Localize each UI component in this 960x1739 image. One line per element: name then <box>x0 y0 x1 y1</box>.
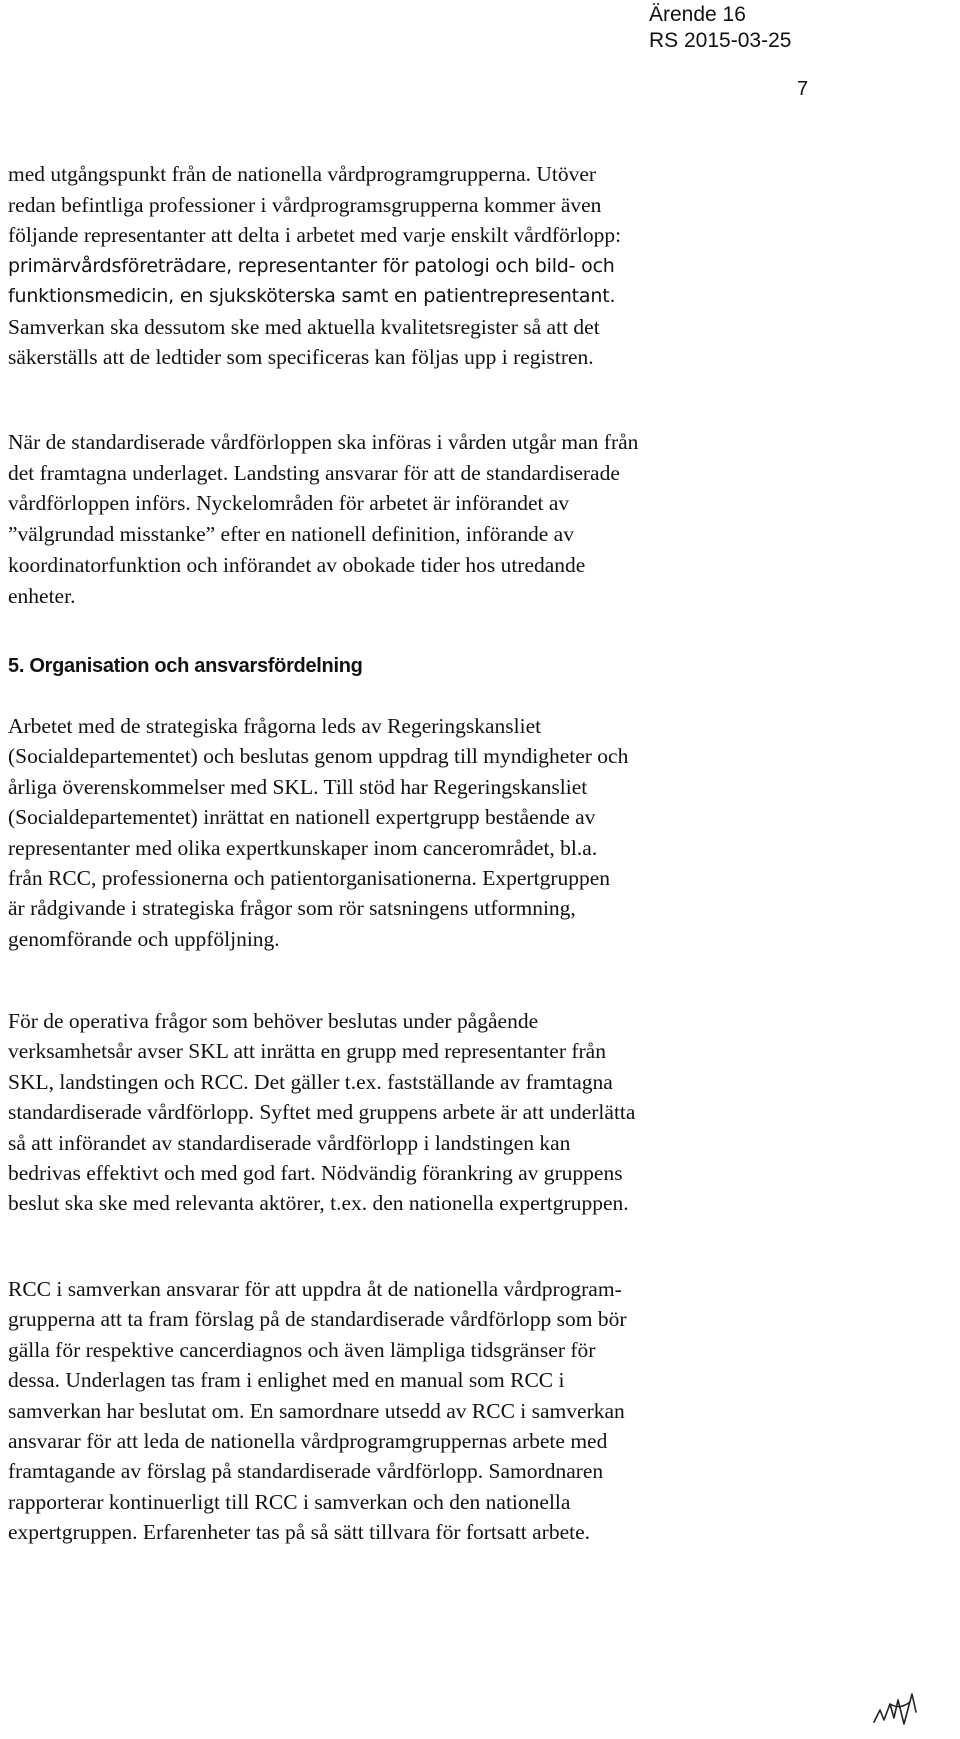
paragraph-operative <box>8 1006 768 1219</box>
text-line: När de standardiserade vårdförloppen ska införas i vården utgår man från <box>8 430 639 454</box>
text-line: (Socialdepartementet) och beslutas genom uppdrag till myndigheter och <box>8 744 629 769</box>
text-line: standardiserade vårdförlopp. Syftet med gruppens arbete är att underlätta <box>8 1100 636 1125</box>
text-line: vårdförloppen införs. Nyckelområden för arbetet är införandet av <box>8 491 570 516</box>
text-line: enheter. <box>8 583 76 608</box>
section-number: 5. <box>8 655 25 677</box>
section-heading <box>8 655 363 678</box>
text-line: dessa. Underlagen tas fram i enlighet med en manual som RCC i <box>8 1368 565 1393</box>
text-line: representanter med olika expertkunskaper inom cancerområdet, bl.a. <box>8 835 598 860</box>
text-line: RCC i samverkan ansvarar för att uppdra åt de nationella vårdprogram- <box>8 1277 622 1301</box>
text-line: gälla för respektive cancerdiagnos och även lämpliga tidsgränser för <box>8 1337 596 1362</box>
section-title: Organisation och ansvarsfördelning <box>29 655 363 677</box>
text-line: följande representanter att delta i arbetet med varje enskilt vårdförlopp: <box>8 223 622 247</box>
text-line: framtagande av förslag på standardiserade vårdförlopp. Samordnaren <box>8 1459 604 1484</box>
page-header <box>649 2 791 54</box>
text-line: så att införandet av standardiserade vårdförlopp i landstingen kan <box>8 1130 571 1155</box>
text-line: från RCC, professionerna och patientorganisationerna. Expertgruppen <box>8 866 611 891</box>
page-number: 7 <box>797 78 809 100</box>
text-line: är rådgivande i strategiska frågor som rör satsningens utformning, <box>8 896 576 921</box>
signature-initials-icon <box>870 1688 922 1730</box>
case-label: Ärende 16 <box>649 3 746 26</box>
text-line: (Socialdepartementet) inrättat en nationell expertgrupp bestående av <box>8 805 596 830</box>
text-line: ”välgrundad misstanke” efter en nationell definition, införande av <box>8 522 574 547</box>
text-line: rapporterar kontinuerligt till RCC i samverkan och den nationella <box>8 1489 571 1514</box>
text-line: bedrivas effektivt och med god fart. Nödvändig förankring av gruppens <box>8 1161 623 1186</box>
text-line: ansvarar för att leda de nationella vårdprogramgruppernas arbete med <box>8 1429 608 1454</box>
text-line: Arbetet med de strategiska frågorna leds av Regeringskansliet <box>8 714 542 738</box>
reference-date: RS 2015-03-25 <box>649 29 792 52</box>
text-line: redan befintliga professioner i vårdprogramsgrupperna kommer även <box>8 192 602 217</box>
paragraph-strategic <box>8 711 768 954</box>
text-line: årliga överenskommelser med SKL. Till stöd har Regeringskansliet <box>8 774 588 799</box>
implementation-paragraph <box>8 427 768 611</box>
text-line: Samverkan ska dessutom ske med aktuella kvalitetsregister så att det <box>8 314 600 339</box>
intro-paragraph <box>8 159 768 373</box>
text-line: primärvårdsföreträdare, representanter för patologi och bild- och <box>8 254 615 277</box>
text-line: SKL, landstingen och RCC. Det gäller t.ex. fastställande av framtagna <box>8 1069 613 1094</box>
text-line: det framtagna underlaget. Landsting ansvarar för att de standardiserade <box>8 460 620 485</box>
text-line: funktionsmedicin, en sjuksköterska samt en patientrepresentant. <box>8 285 616 307</box>
text-line: verksamhetsår avser SKL att inrätta en grupp med representanter från <box>8 1039 606 1064</box>
text-line: För de operativa frågor som behöver beslutas under pågående <box>8 1009 539 1033</box>
text-line: säkerställs att de ledtider som specificeras kan följas upp i registren. <box>8 345 594 369</box>
text-line: koordinatorfunktion och införandet av obokade tider hos utredande <box>8 552 586 577</box>
text-line: med utgångspunkt från de nationella vårdprogramgrupperna. Utöver <box>8 162 597 186</box>
text-line: genomförande och uppföljning. <box>8 926 280 951</box>
text-line: expertgruppen. Erfarenheter tas på så sätt tillvara för fortsatt arbete. <box>8 1520 591 1545</box>
text-line: beslut ska ske med relevanta aktörer, t.ex. den nationella expertgruppen. <box>8 1191 629 1216</box>
text-line: samverkan har beslutat om. En samordnare utsedd av RCC i samverkan <box>8 1398 625 1423</box>
paragraph-rcc <box>8 1274 768 1548</box>
text-line: grupperna att ta fram förslag på de standardiserade vårdförlopp som bör <box>8 1307 627 1332</box>
